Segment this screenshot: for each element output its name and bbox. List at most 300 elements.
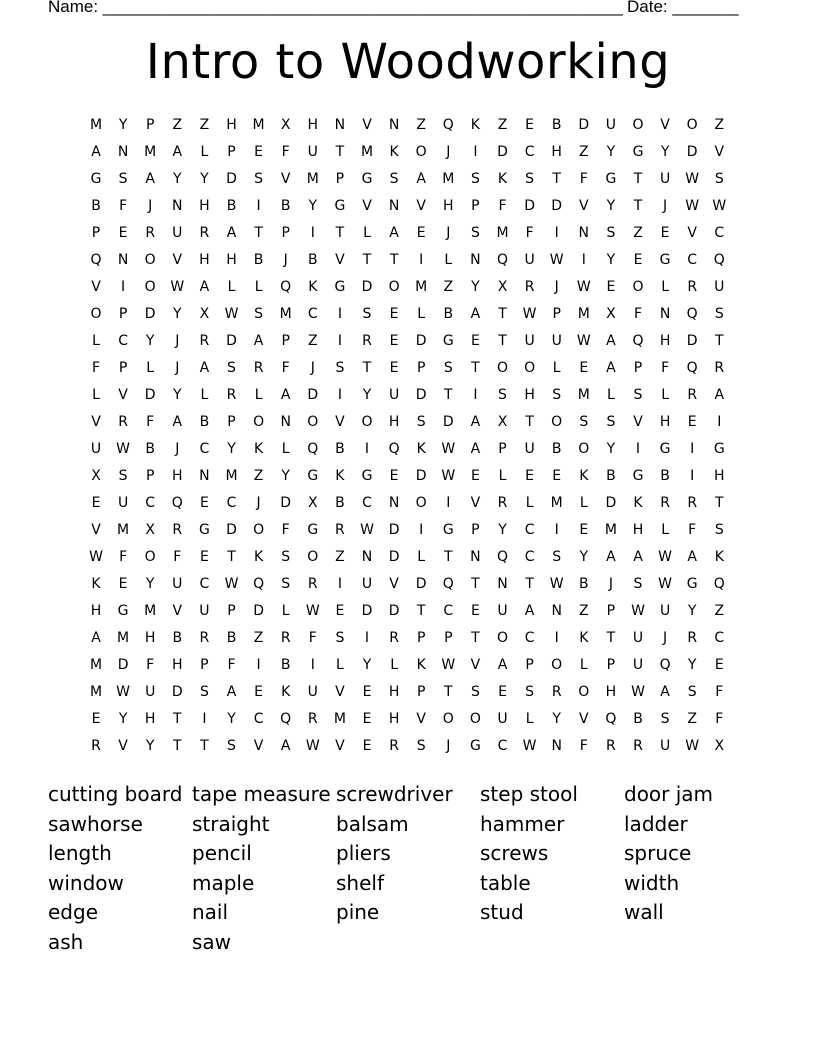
grid-letter: G xyxy=(659,252,671,268)
grid-letter: L xyxy=(92,333,100,349)
grid-letter: L xyxy=(552,360,561,376)
grid-letter: T xyxy=(416,603,426,619)
grid-letter: A xyxy=(470,441,481,457)
grid-letter: T xyxy=(444,387,453,403)
grid-letter: O xyxy=(144,549,156,565)
grid-letter: S xyxy=(227,360,236,376)
grid-letter: H xyxy=(659,333,671,349)
grid-letter: D xyxy=(388,549,400,565)
grid-letter: S xyxy=(281,549,291,565)
grid-letter: Y xyxy=(660,144,670,160)
grid-letter: A xyxy=(280,738,291,754)
grid-letter: I xyxy=(419,252,424,268)
grid-letter: E xyxy=(687,414,697,430)
grid-letter: D xyxy=(226,171,237,187)
grid-letter: L xyxy=(579,495,588,511)
grid-letter: V xyxy=(687,225,697,241)
grid-letter: T xyxy=(444,549,453,565)
date-field-line: Date: _______ xyxy=(627,0,739,16)
grid-letter: U xyxy=(307,144,318,160)
grid-letter: L xyxy=(661,387,669,403)
grid-letter: V xyxy=(118,387,128,403)
grid-letter: P xyxy=(118,360,128,376)
grid-letter: Y xyxy=(145,576,155,592)
grid-letter: W xyxy=(305,738,320,754)
grid-letter: C xyxy=(226,495,237,511)
grid-letter: I xyxy=(337,576,342,592)
grid-letter: E xyxy=(606,279,616,295)
grid-letter: L xyxy=(254,387,263,403)
grid-letter: E xyxy=(552,468,562,484)
grid-letter: P xyxy=(227,144,236,160)
grid-letter: L xyxy=(498,468,507,484)
grid-letter: I xyxy=(635,441,641,457)
grid-letter: Y xyxy=(173,387,182,403)
grid-letter: Q xyxy=(307,441,319,457)
grid-letter: E xyxy=(335,603,345,619)
grid-letter: T xyxy=(552,171,561,187)
grid-letter: P xyxy=(227,414,236,430)
grid-letter: F xyxy=(715,711,724,727)
grid-letter: R xyxy=(172,522,183,538)
grid-letter: S xyxy=(606,225,616,241)
grid-letter: U xyxy=(632,657,644,673)
grid-letter: P xyxy=(145,468,155,484)
grid-letter: I xyxy=(690,441,695,457)
grid-letter: P xyxy=(444,630,453,646)
grid-letter: U xyxy=(90,441,102,457)
grid-letter: K xyxy=(497,171,508,187)
word-bank-item: screwdriver xyxy=(336,782,453,806)
grid-letter: N xyxy=(280,414,291,430)
grid-letter: E xyxy=(714,657,724,673)
grid-letter: E xyxy=(118,576,128,592)
grid-letter: C xyxy=(524,549,535,565)
grid-letter: E xyxy=(91,495,101,511)
grid-letter: Q xyxy=(632,333,644,349)
grid-letter: H xyxy=(307,117,319,133)
grid-letter: V xyxy=(579,711,589,727)
grid-letter: P xyxy=(525,657,534,673)
grid-letter: V xyxy=(714,144,725,160)
grid-letter: E xyxy=(633,252,643,268)
grid-letter: A xyxy=(172,414,183,430)
grid-letter: F xyxy=(281,144,290,160)
grid-letter: V xyxy=(362,117,372,133)
grid-letter: H xyxy=(524,387,535,403)
grid-letter: O xyxy=(307,414,319,430)
grid-letter: T xyxy=(335,144,345,160)
grid-letter: R xyxy=(362,333,372,349)
grid-letter: T xyxy=(444,684,453,700)
grid-letter: U xyxy=(172,576,183,592)
grid-letter: A xyxy=(470,306,481,322)
grid-letter: H xyxy=(632,522,644,538)
grid-letter: K xyxy=(579,630,589,646)
grid-letter: G xyxy=(632,468,644,484)
grid-letter: A xyxy=(280,387,291,403)
grid-letter: M xyxy=(144,603,157,619)
grid-letter: U xyxy=(605,117,617,133)
grid-letter: G xyxy=(117,603,129,619)
grid-letter: E xyxy=(389,306,399,322)
grid-letter: X xyxy=(308,495,318,511)
grid-letter: M xyxy=(306,171,319,187)
grid-letter: Y xyxy=(579,549,589,565)
grid-letter: G xyxy=(307,522,319,538)
grid-letter: W xyxy=(631,603,645,619)
grid-letter: U xyxy=(497,603,508,619)
grid-letter: W xyxy=(116,441,131,457)
grid-letter: Y xyxy=(606,441,616,457)
grid-letter: Q xyxy=(686,360,698,376)
grid-letter: J xyxy=(175,441,180,457)
grid-letter: A xyxy=(226,684,237,700)
grid-letter: A xyxy=(91,630,101,646)
grid-letter: F xyxy=(688,522,697,538)
grid-letter: P xyxy=(471,522,480,538)
grid-letter: B xyxy=(199,414,210,430)
grid-letter: I xyxy=(554,522,559,538)
grid-letter: X xyxy=(145,522,155,538)
grid-letter: M xyxy=(279,306,292,322)
grid-letter: F xyxy=(91,360,101,376)
grid-letter: R xyxy=(687,279,698,295)
grid-letter: S xyxy=(470,684,480,700)
grid-letter: E xyxy=(470,333,480,349)
grid-letter: D xyxy=(361,603,373,619)
grid-letter: A xyxy=(172,144,183,160)
grid-letter: A xyxy=(660,684,670,700)
grid-letter: D xyxy=(253,603,264,619)
grid-letter: S xyxy=(525,171,535,187)
grid-letter: T xyxy=(715,495,724,511)
grid-letter: K xyxy=(579,468,589,484)
grid-letter: T xyxy=(471,630,480,646)
grid-letter: Y xyxy=(227,441,236,457)
grid-letter: E xyxy=(525,117,535,133)
grid-letter: G xyxy=(442,522,454,538)
grid-letter: P xyxy=(335,171,345,187)
grid-letter: V xyxy=(335,414,345,430)
grid-letter: M xyxy=(577,387,590,403)
grid-letter: I xyxy=(717,414,722,430)
grid-letter: A xyxy=(606,549,616,565)
grid-letter: D xyxy=(280,495,292,511)
word-bank-item: spruce xyxy=(624,841,692,866)
grid-letter: G xyxy=(659,441,671,457)
grid-letter: Y xyxy=(200,171,209,187)
grid-letter: S xyxy=(389,171,399,187)
grid-letter: A xyxy=(497,657,508,673)
grid-letter: B xyxy=(443,306,454,322)
grid-letter: L xyxy=(525,495,534,511)
grid-letter: P xyxy=(281,225,290,241)
grid-letter: I xyxy=(310,225,315,241)
grid-letter: C xyxy=(524,144,535,160)
grid-letter: M xyxy=(442,171,455,187)
grid-letter: P xyxy=(552,306,561,322)
grid-letter: M xyxy=(415,279,428,295)
grid-letter: I xyxy=(337,333,342,349)
grid-letter: P xyxy=(91,225,101,241)
grid-letter: I xyxy=(256,657,261,673)
grid-letter: M xyxy=(117,630,130,646)
grid-letter: S xyxy=(335,630,345,646)
grid-letter: C xyxy=(145,495,156,511)
grid-letter: E xyxy=(254,144,264,160)
word-bank-item: saw xyxy=(192,930,232,954)
grid-letter: N xyxy=(470,252,481,268)
grid-letter: I xyxy=(473,387,478,403)
grid-letter: Z xyxy=(253,630,264,646)
grid-letter: L xyxy=(281,603,290,619)
grid-letter: U xyxy=(172,225,183,241)
grid-letter: E xyxy=(660,225,670,241)
grid-letter: E xyxy=(362,711,372,727)
grid-letter: L xyxy=(92,387,100,403)
grid-letter: L xyxy=(281,441,290,457)
word-bank-item: shelf xyxy=(336,870,384,895)
grid-letter: Q xyxy=(442,576,454,592)
grid-letter: B xyxy=(335,441,345,457)
grid-letter: N xyxy=(470,549,481,565)
grid-letter: S xyxy=(362,306,372,322)
grid-letter: H xyxy=(144,630,156,646)
grid-letter: R xyxy=(687,495,698,511)
grid-letter: E xyxy=(470,603,480,619)
grid-letter: J xyxy=(446,144,451,160)
grid-letter: Y xyxy=(118,711,128,727)
grid-letter: V xyxy=(91,279,101,295)
grid-letter: W xyxy=(712,198,727,214)
grid-letter: I xyxy=(473,144,478,160)
grid-letter: O xyxy=(496,630,509,646)
grid-letter: V xyxy=(172,252,183,268)
grid-letter: A xyxy=(253,333,264,349)
grid-letter: I xyxy=(446,495,451,511)
grid-letter: G xyxy=(469,738,481,754)
word-bank-item: table xyxy=(480,870,531,895)
grid-letter: P xyxy=(416,360,426,376)
grid-letter: W xyxy=(685,171,700,187)
grid-letter: F xyxy=(146,657,155,673)
grid-letter: H xyxy=(172,657,183,673)
grid-letter: E xyxy=(389,360,399,376)
grid-letter: N xyxy=(172,198,183,214)
grid-letter: P xyxy=(498,441,507,457)
grid-letter: X xyxy=(280,117,291,133)
grid-letter: A xyxy=(633,549,643,565)
grid-letter: R xyxy=(606,738,616,754)
grid-letter: P xyxy=(606,657,616,673)
grid-letter: I xyxy=(121,279,126,295)
grid-letter: O xyxy=(632,117,644,133)
grid-letter: F xyxy=(119,198,128,214)
grid-letter: O xyxy=(90,306,102,322)
grid-letter: L xyxy=(417,549,426,565)
grid-letter: J xyxy=(663,198,668,214)
grid-letter: A xyxy=(687,549,697,565)
grid-letter: R xyxy=(389,738,399,754)
word-bank-item: pine xyxy=(336,900,380,925)
grid-letter: S xyxy=(714,171,724,187)
grid-letter: O xyxy=(551,657,563,673)
word-bank-item: straight xyxy=(192,811,270,836)
grid-letter: M xyxy=(89,117,103,133)
grid-letter: K xyxy=(416,441,426,457)
grid-letter: J xyxy=(256,495,261,511)
grid-letter: V xyxy=(416,711,426,727)
grid-letter: S xyxy=(525,684,535,700)
grid-letter: X xyxy=(606,306,616,322)
grid-letter: T xyxy=(498,333,507,349)
grid-letter: Q xyxy=(280,711,292,727)
grid-letter: V xyxy=(470,495,481,511)
grid-letter: T xyxy=(254,225,263,241)
grid-letter: D xyxy=(551,198,563,214)
grid-letter: G xyxy=(307,468,319,484)
grid-letter: U xyxy=(117,495,129,511)
grid-letter: L xyxy=(200,387,209,403)
grid-letter: O xyxy=(524,360,536,376)
grid-letter: W xyxy=(89,549,103,565)
grid-letter: W xyxy=(685,198,700,214)
grid-letter: H xyxy=(551,144,562,160)
grid-letter: S xyxy=(254,171,264,187)
grid-letter: Y xyxy=(281,468,290,484)
grid-letter: B xyxy=(226,630,237,646)
grid-letter: X xyxy=(714,738,725,754)
grid-letter: O xyxy=(253,414,265,430)
grid-letter: R xyxy=(199,333,210,349)
grid-letter: O xyxy=(388,279,400,295)
grid-letter: X xyxy=(199,306,210,322)
grid-letter: V xyxy=(335,684,345,700)
grid-letter: Q xyxy=(686,306,698,322)
grid-letter: K xyxy=(470,117,480,133)
grid-letter: M xyxy=(360,144,374,160)
grid-letter: V xyxy=(470,657,481,673)
grid-letter: L xyxy=(227,279,236,295)
grid-letter: Q xyxy=(388,441,400,457)
grid-letter: G xyxy=(198,522,210,538)
grid-letter: O xyxy=(469,711,481,727)
grid-letter: S xyxy=(416,738,426,754)
grid-letter: W xyxy=(224,576,239,592)
grid-letter: T xyxy=(362,360,372,376)
grid-letter: B xyxy=(307,252,318,268)
grid-letter: T xyxy=(715,333,724,349)
grid-letter: Q xyxy=(713,252,725,268)
grid-letter: R xyxy=(524,279,535,295)
grid-letter: C xyxy=(443,603,454,619)
grid-letter: J xyxy=(175,333,180,349)
grid-letter: U xyxy=(524,441,535,457)
grid-letter: B xyxy=(226,198,237,214)
grid-letter: U xyxy=(388,387,400,403)
grid-letter: N xyxy=(497,576,508,592)
grid-letter: R xyxy=(660,495,670,511)
grid-letter: R xyxy=(687,630,698,646)
grid-letter: S xyxy=(118,171,128,187)
grid-letter: N xyxy=(551,738,562,754)
grid-letter: H xyxy=(388,711,400,727)
grid-letter: Z xyxy=(714,117,725,133)
word-bank-item: edge xyxy=(48,900,98,925)
grid-letter: B xyxy=(91,198,101,214)
grid-letter: W xyxy=(685,738,700,754)
grid-letter: R xyxy=(714,360,725,376)
grid-letter: C xyxy=(714,630,725,646)
grid-letter: G xyxy=(334,279,346,295)
grid-letter: Y xyxy=(606,198,616,214)
word-bank-item: pencil xyxy=(192,841,252,866)
grid-letter: H xyxy=(144,711,156,727)
grid-letter: D xyxy=(415,576,427,592)
grid-letter: K xyxy=(254,549,264,565)
grid-letter: S xyxy=(199,684,209,700)
grid-letter: J xyxy=(175,360,180,376)
grid-letter: R xyxy=(687,387,698,403)
grid-letter: P xyxy=(118,306,128,322)
grid-letter: A xyxy=(714,387,725,403)
grid-letter: F xyxy=(119,549,128,565)
grid-letter: H xyxy=(199,198,210,214)
grid-letter: Z xyxy=(579,144,589,160)
grid-letter: Y xyxy=(118,117,128,133)
grid-letter: O xyxy=(415,144,427,160)
grid-letter: N xyxy=(361,549,373,565)
grid-letter: F xyxy=(146,414,155,430)
grid-letter: W xyxy=(305,603,320,619)
grid-letter: D xyxy=(144,387,156,403)
grid-letter: P xyxy=(145,117,155,133)
grid-letter: I xyxy=(581,252,586,268)
grid-letter: J xyxy=(446,225,451,241)
grid-letter: D xyxy=(226,333,237,349)
grid-letter: K xyxy=(633,495,643,511)
grid-letter: I xyxy=(337,306,342,322)
grid-letter: W xyxy=(224,306,239,322)
grid-letter: C xyxy=(524,522,535,538)
grid-letter: T xyxy=(173,711,182,727)
grid-letter: A xyxy=(470,414,481,430)
grid-letter: C xyxy=(199,576,210,592)
grid-letter: O xyxy=(442,711,454,727)
grid-letter: V xyxy=(91,522,101,538)
grid-letter: X xyxy=(497,279,508,295)
grid-letter: E xyxy=(118,225,128,241)
grid-letter: T xyxy=(335,225,345,241)
grid-letter: D xyxy=(144,306,156,322)
word-bank-item: ash xyxy=(48,930,84,954)
word-bank-item: wall xyxy=(624,900,664,925)
grid-letter: F xyxy=(281,360,290,376)
grid-letter: V xyxy=(280,171,291,187)
grid-letter: Y xyxy=(362,657,372,673)
grid-letter: S xyxy=(335,360,345,376)
grid-letter: E xyxy=(91,711,101,727)
grid-letter: N xyxy=(117,144,129,160)
grid-letter: E xyxy=(498,684,507,700)
name-field-line: Name: _______________________________________________________ xyxy=(48,0,623,16)
grid-letter: B xyxy=(280,198,291,214)
grid-letter: S xyxy=(660,711,670,727)
grid-letter: W xyxy=(631,684,645,700)
grid-letter: P xyxy=(471,198,480,214)
grid-letter: I xyxy=(419,522,424,538)
